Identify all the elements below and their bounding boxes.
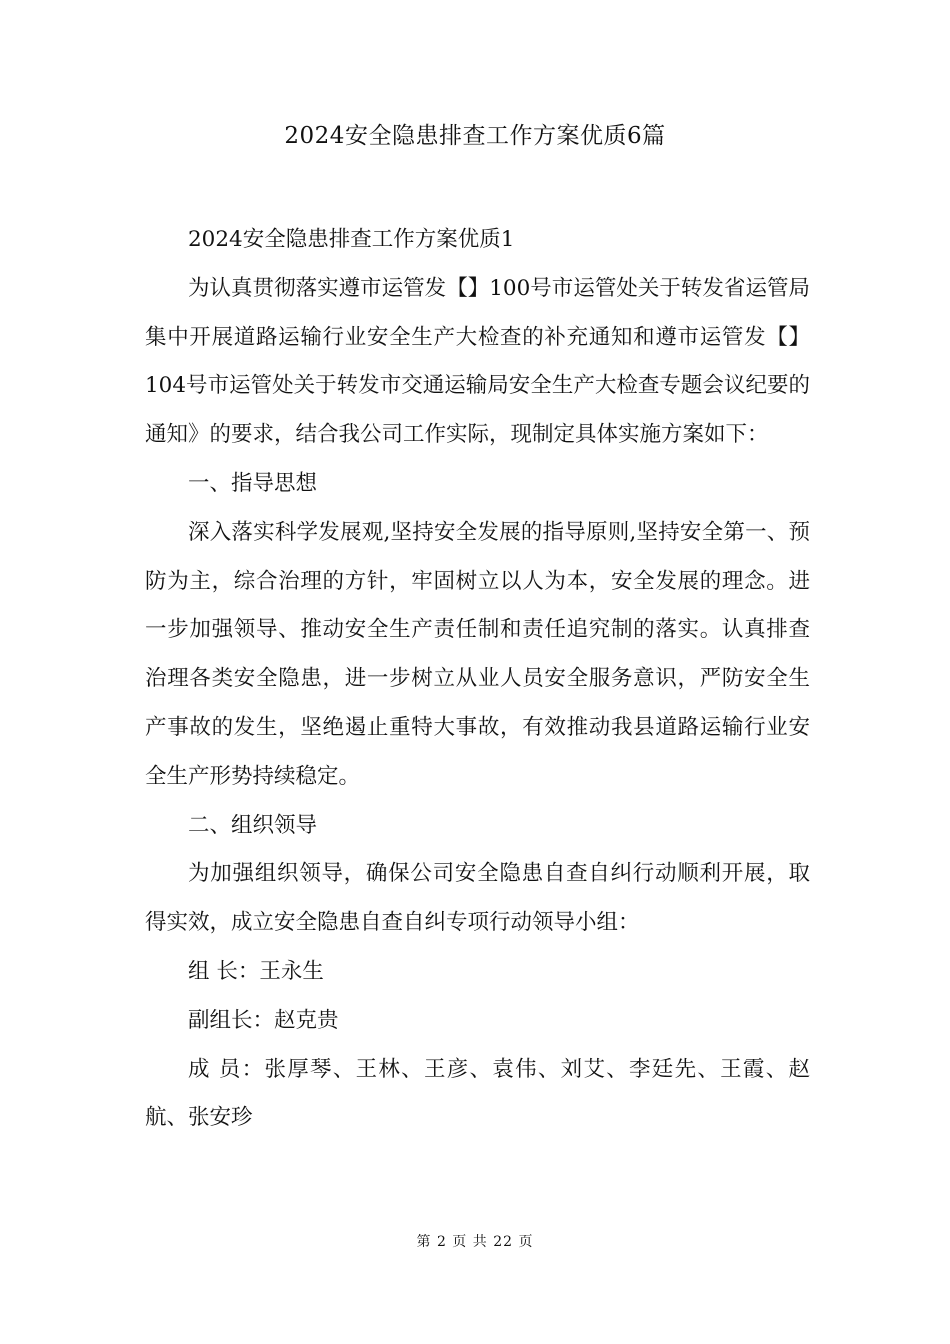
document-title: 2024安全隐患排查工作方案优质6篇: [284, 123, 666, 149]
page-number-footer: 第 2 页 共 22 页: [416, 1234, 534, 1250]
deputy-leader-line: 副组长：赵克贵: [188, 1007, 339, 1033]
heading-guiding-thought: 一、指导思想: [188, 470, 318, 496]
members-line: 成 员：张厚琴、王林、王彦、袁伟、刘艾、李廷先、王霞、赵航、张安珍: [145, 1056, 810, 1131]
organization-paragraph: 为加强组织领导，确保公司安全隐患自查自纠行动顺利开展，取得实效，成立安全隐患自查自纠专项行动领导小组：: [145, 861, 810, 936]
heading-organization: 二、组织领导: [188, 812, 318, 838]
intro-paragraph: 为认真贯彻落实遵市运管发【】100号市运管处关于转发省运管局集中开展道路运输行业安全生产大检查的补充通知和遵市运管发【】104号市运管处关于转发市交通运输局安全生产大检查专题会议纪要的通知》的要求，结合我公司工作实际，现制定具体实施方案如下：: [145, 275, 810, 448]
guiding-thought-paragraph: 深入落实科学发展观,坚持安全发展的指导原则,坚持安全第一、预防为主，综合治理的方针，牢固树立以人为本，安全发展的理念。进一步加强领导、推动安全生产责任制和责任追究制的落实。认真排查治理各类安全隐患，进一步树立从业人员安全服务意识，严防安全生产事故的发生，坚绝遏止重特大事故，有效推动我县道路运输行业安全生产形势持续稳定。: [145, 519, 810, 789]
document-body: [145, 216, 810, 1143]
section-heading-1: 2024安全隐患排查工作方案优质1: [188, 227, 515, 252]
team-leader-line: 组 长：王永生: [188, 958, 324, 984]
